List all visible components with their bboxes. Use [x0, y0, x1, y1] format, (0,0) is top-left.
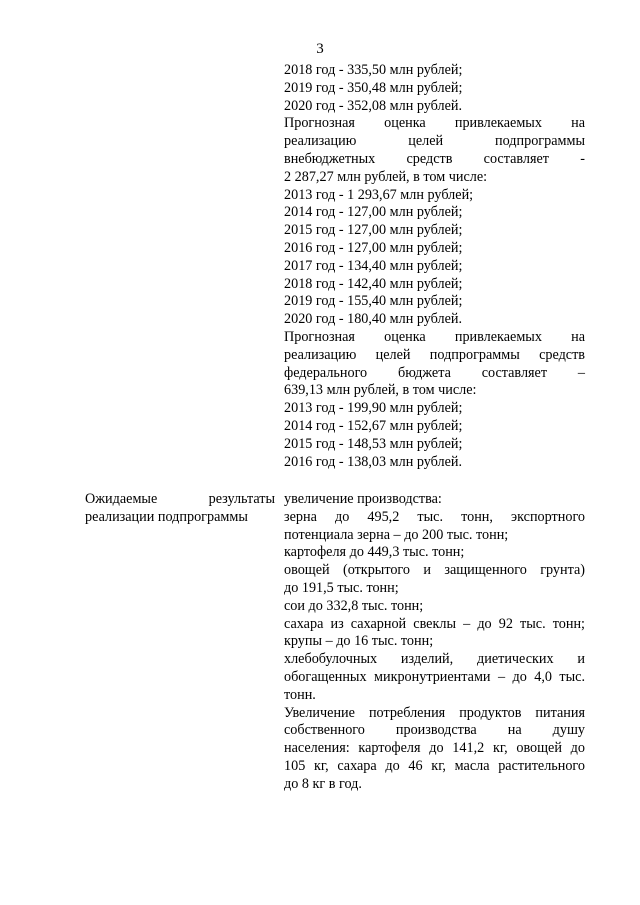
results-label-line: Ожидаемые результаты [85, 491, 275, 507]
results-line: 105 кг, сахара до 46 кг, масла растительного [284, 757, 585, 774]
funding-line: 2018 год - 335,50 млн рублей; [284, 62, 463, 78]
federal-year-line: 2016 год - 138,03 млн рублей. [284, 453, 463, 470]
extrabudget-year-line: 2018 год - 142,40 млн рублей; [284, 275, 463, 292]
federal-year-line: 2014 год - 152,67 млн рублей; [284, 417, 463, 434]
extrabudget-text-line: 2 287,27 млн рублей, в том числе: [284, 168, 488, 185]
results-label-line: реализации подпрограммы [85, 508, 248, 525]
federal-text-line: реализацию целей подпрограммы средств [284, 346, 585, 363]
extrabudget-year-line: 2019 год - 155,40 млн рублей; [284, 293, 463, 310]
extrabudget-text-line: внебюджетных средств составляет - [284, 150, 585, 167]
results-line: собственного производства на душу [284, 722, 585, 739]
federal-year-line: 2013 год - 199,90 млн рублей; [284, 400, 463, 417]
results-line: зерна до 495,2 тыс. тонн, экспортного [284, 508, 585, 525]
results-line: до 8 кг в год. [284, 775, 362, 792]
extrabudget-text-line: реализацию целей подпрограммы [284, 133, 585, 150]
extrabudget-year-line: 2015 год - 127,00 млн рублей; [284, 222, 463, 239]
results-line: до 191,5 тыс. тонн; [284, 579, 399, 596]
federal-text-line: 639,13 млн рублей, в том числе: [284, 382, 477, 399]
extrabudget-text-line: Прогнозная оценка привлекаемых на [284, 115, 585, 132]
results-line: картофеля до 449,3 тыс. тонн; [284, 544, 465, 561]
results-line: тонн. [284, 686, 316, 703]
funding-line: 2019 год - 350,48 млн рублей; [284, 79, 463, 96]
results-line: овощей (открытого и защищенного грунта) [284, 562, 585, 579]
extrabudget-year-line: 2016 год - 127,00 млн рублей; [284, 239, 463, 256]
funding-column [284, 62, 585, 471]
results-line: хлебобулочных изделий, диетических и [284, 651, 585, 668]
results-line: потенциала зерна – до 200 тыс. тонн; [284, 526, 509, 543]
results-line: сахара из сахарной свеклы – до 92 тыс. тонн; [284, 615, 585, 632]
results-line: сои до 332,8 тыс. тонн; [284, 597, 424, 614]
extrabudget-year-line: 2017 год - 134,40 млн рублей; [284, 257, 463, 274]
results-line: крупы – до 16 тыс. тонн; [284, 633, 434, 650]
extrabudget-year-line: 2014 год - 127,00 млн рублей; [284, 204, 463, 221]
results-line: увеличение производства: [284, 491, 442, 507]
results-label [85, 491, 275, 527]
funding-line: 2020 год - 352,08 млн рублей. [284, 97, 463, 114]
results-line: населения: картофеля до 141,2 кг, овощей до [284, 740, 585, 757]
extrabudget-year-line: 2013 год - 1 293,67 млн рублей; [284, 186, 474, 203]
results-column [284, 491, 585, 794]
extrabudget-year-line: 2020 год - 180,40 млн рублей. [284, 311, 463, 328]
page-number: 3 [316, 41, 324, 57]
results-line: Увеличение потребления продуктов питания [284, 704, 585, 721]
federal-text-line: федерального бюджета составляет – [284, 364, 585, 381]
federal-text-line: Прогнозная оценка привлекаемых на [284, 328, 585, 345]
federal-year-line: 2015 год - 148,53 млн рублей; [284, 435, 463, 452]
results-line: обогащенных микронутриентами – до 4,0 тыс. [284, 668, 585, 685]
